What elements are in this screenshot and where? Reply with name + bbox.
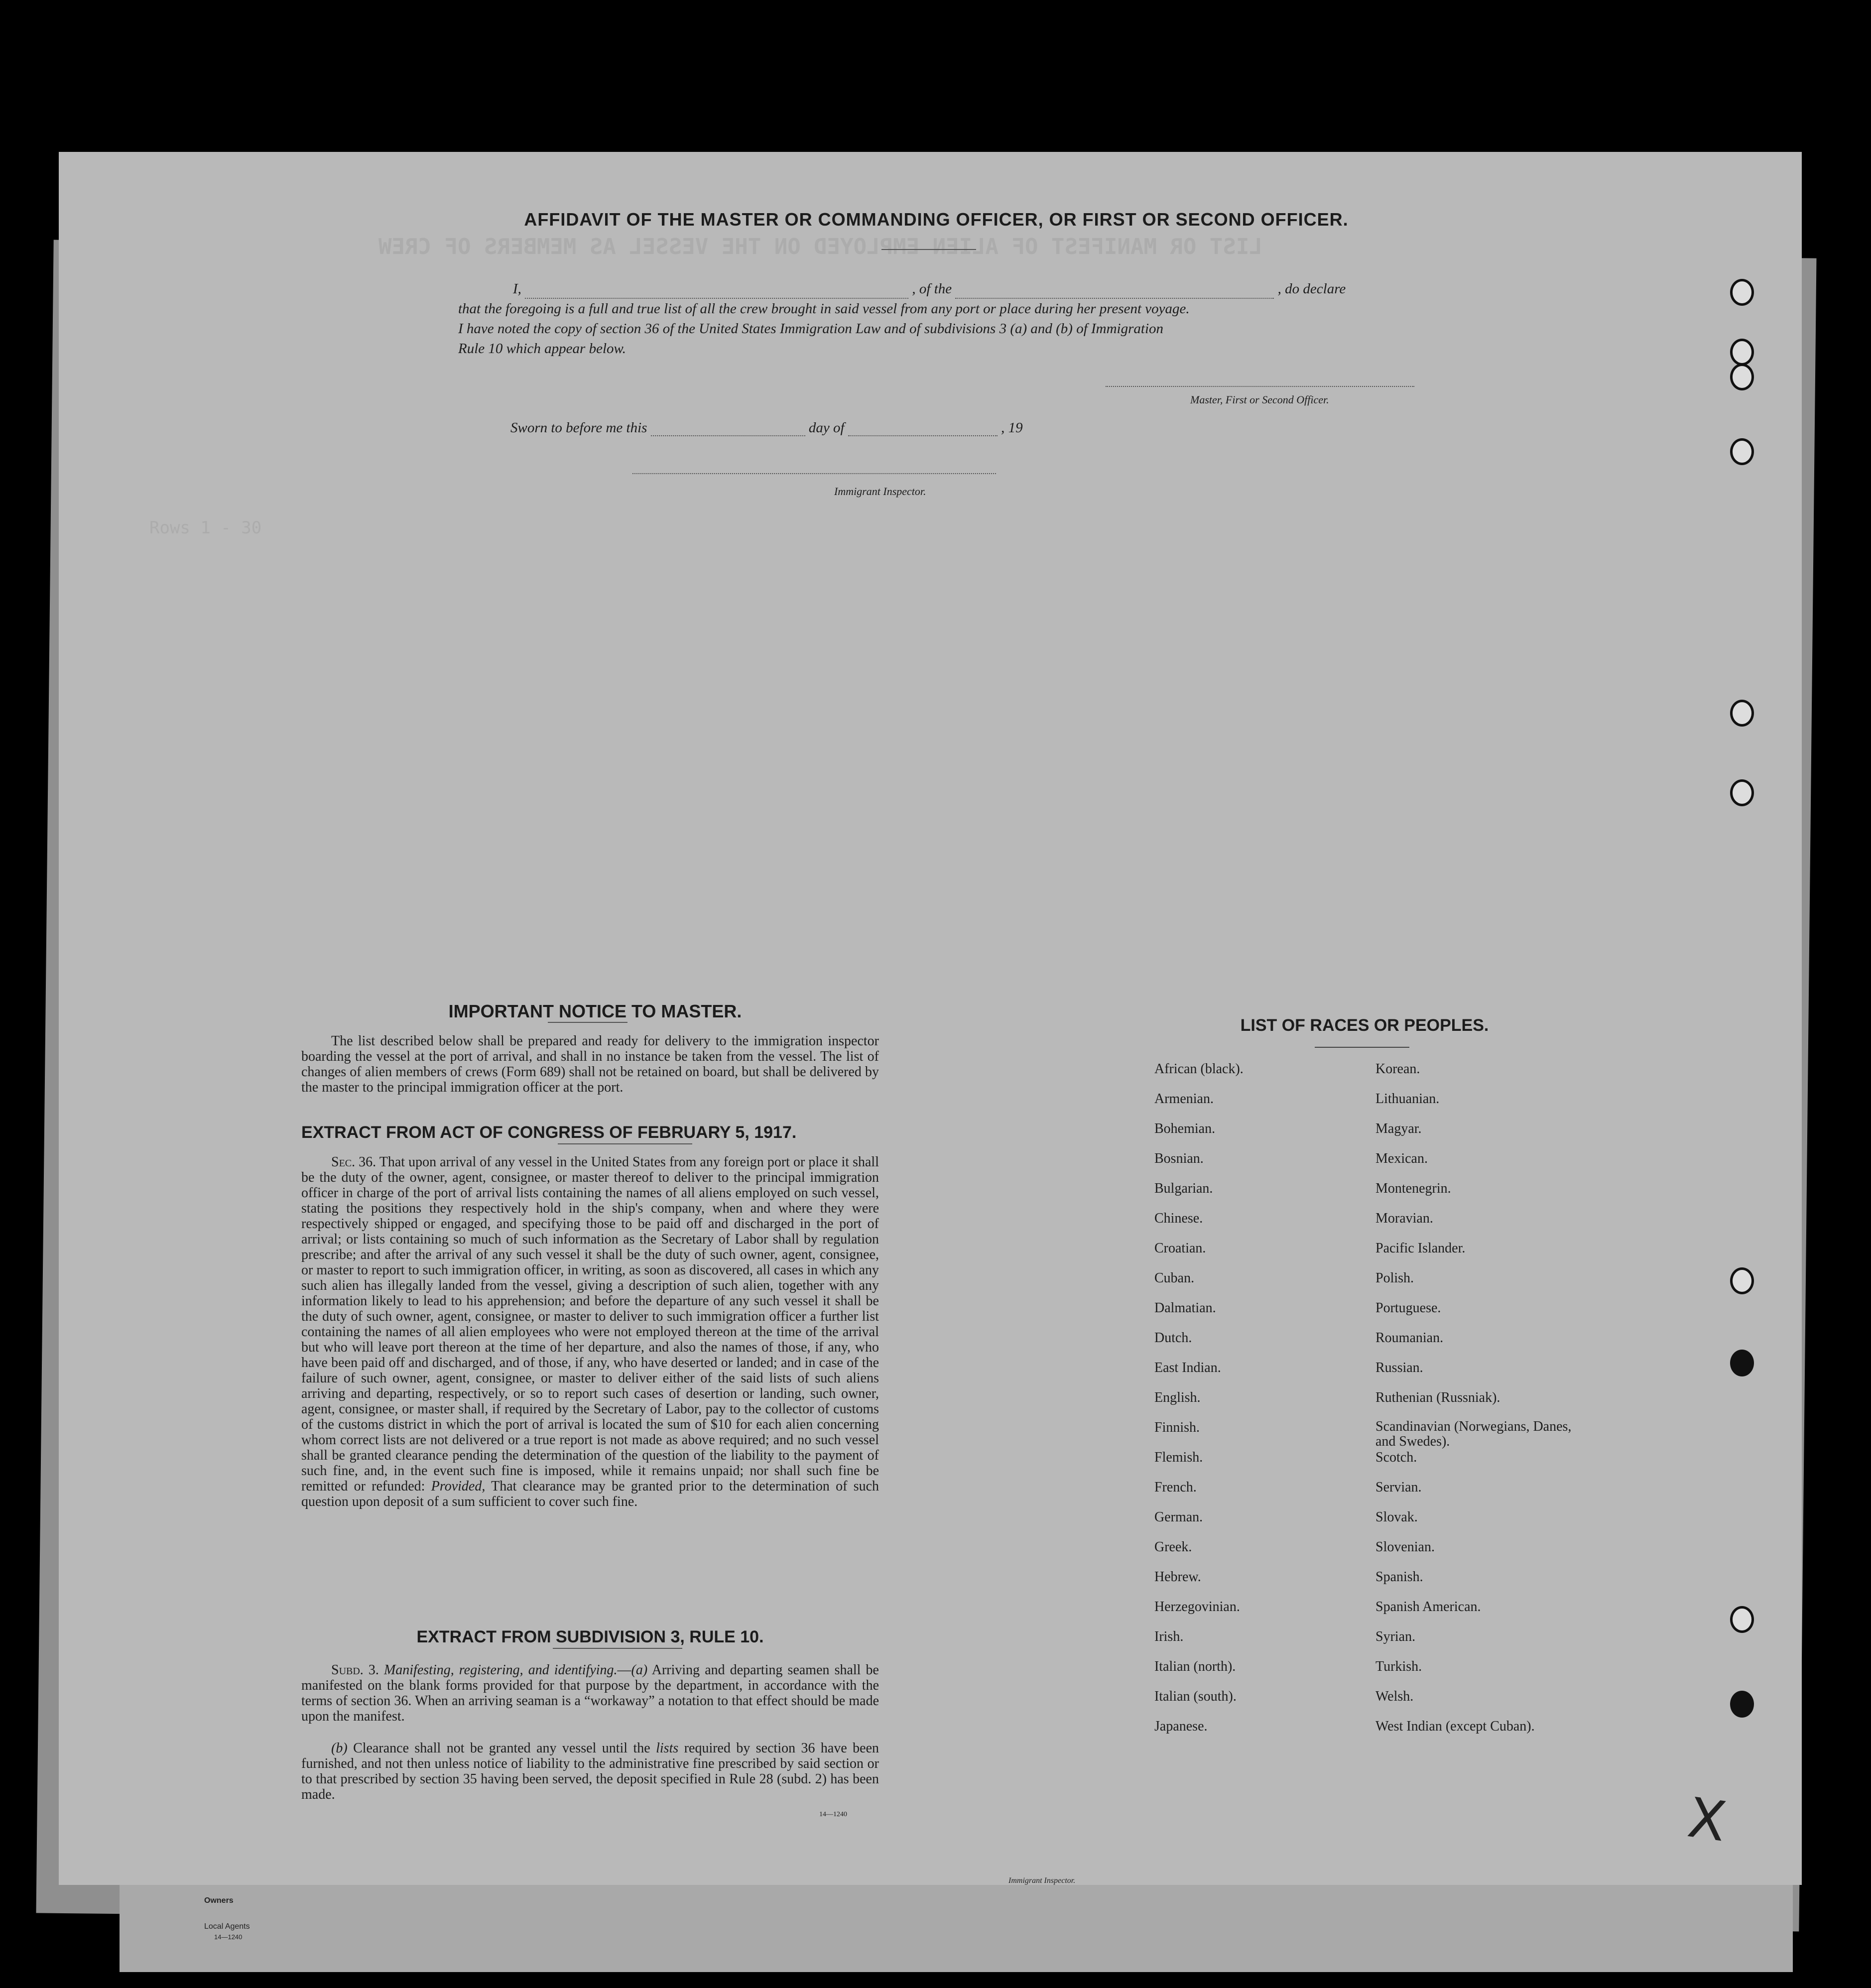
para-b-lists: lists — [656, 1740, 679, 1756]
sec-label: Sec. 36. — [331, 1154, 376, 1170]
declaration-line-4: Rule 10 which appear below. — [458, 341, 626, 357]
declare-i: I, — [513, 281, 521, 297]
extract-rule-underline — [553, 1648, 682, 1649]
sec-36-body-end: That clearance may be granted prior to the determination of such question upon deposit of a sum sufficient to cover such fine. — [301, 1479, 879, 1509]
race-item: West Indian (except Cuban). — [1375, 1719, 1535, 1734]
affidavit-title: AFFIDAVIT OF THE MASTER OR COMMANDING OFFICER, OR FIRST OR SECOND OFFICER. — [524, 209, 1349, 230]
race-item: Spanish. — [1375, 1569, 1423, 1585]
subdivision-b-text — [301, 1740, 879, 1802]
race-item: Scotch. — [1375, 1450, 1417, 1465]
race-item: French. — [1154, 1480, 1197, 1495]
races-title-underline — [1315, 1047, 1409, 1048]
form-number: 14—1240 — [819, 1811, 847, 1818]
race-item: Russian. — [1375, 1360, 1423, 1375]
bleed-through-heading: LIST OR MANIFEST OF ALIEN EMPLOYED ON THE VESSEL AS MEMBERS OF CREW — [378, 234, 1262, 259]
signature-label: Master, First or Second Officer. — [1190, 393, 1329, 406]
title-underline — [881, 249, 976, 250]
binder-hole — [1730, 1606, 1754, 1633]
race-item: Flemish. — [1154, 1450, 1203, 1465]
notice-title-underline — [548, 1022, 627, 1023]
race-item: Slovenian. — [1375, 1539, 1435, 1555]
race-item: Servian. — [1375, 1480, 1422, 1495]
declaration-line-3: I have noted the copy of section 36 of the United States Immigration Law and of subdivisions 3 (a) and (b) of Immigration — [458, 321, 1164, 337]
race-item: Cuban. — [1154, 1270, 1195, 1286]
binder-hole — [1730, 339, 1754, 366]
sworn-day: day of — [808, 420, 845, 436]
race-item: African (black). — [1154, 1061, 1244, 1077]
race-item: Herzegovinian. — [1154, 1599, 1240, 1615]
race-item: Croatian. — [1154, 1241, 1206, 1256]
declaration-line-2: that the foregoing is a full and true list of all the crew brought in said vessel from any port or place during her present voyage. — [458, 301, 1190, 317]
race-item: Slovak. — [1375, 1509, 1418, 1525]
race-item: Chinese. — [1154, 1211, 1203, 1226]
sworn-prefix: Sworn to before me this — [510, 420, 647, 436]
race-item: Ruthenian (Russniak). — [1375, 1390, 1500, 1405]
subdivision-a-text: Subd. 3. Manifesting, registering, and identifying.—(a) Arriving and departing seamen shall be manifested on the blank forms provided for that purpose by the department, in accordance with the terms of section 36. When an arriving seaman is a “workaway” a notation to that effect should be made upon the manifest. — [301, 1662, 879, 1724]
para-a-mark: (a) — [631, 1662, 648, 1678]
notice-title: IMPORTANT NOTICE TO MASTER. — [448, 1001, 742, 1021]
local-agents-label: Local Agents — [204, 1922, 250, 1931]
binder-hole — [1730, 438, 1754, 465]
para-a-text: Arriving and departing seamen shall be manifested on the blank forms provided for that purpose by the department, in accordance with the terms of section 36. When an arriving seaman is a “workaway” a notation to that effect should be made upon the manifest. — [301, 1662, 879, 1724]
race-item: English. — [1154, 1390, 1201, 1405]
inspector-signature-line[interactable] — [632, 473, 996, 474]
race-item: Pacific Islander. — [1375, 1241, 1466, 1256]
races-left-column — [1154, 1061, 1244, 1748]
race-item: Armenian. — [1154, 1091, 1214, 1107]
race-item: Bosnian. — [1154, 1151, 1204, 1166]
race-item: Scandinavian (Norwegians, Danes, and Swedes). — [1375, 1419, 1572, 1449]
race-item: Bohemian. — [1154, 1121, 1216, 1136]
binder-hole — [1730, 364, 1754, 390]
bottom-inspector-label: Immigrant Inspector. — [1008, 1876, 1076, 1885]
binder-hole — [1730, 279, 1754, 306]
race-item: Syrian. — [1375, 1629, 1416, 1644]
subd-heading: Manifesting, registering, and identifying. — [383, 1662, 618, 1678]
binder-hole — [1730, 1267, 1754, 1294]
extract-rule-title: EXTRACT FROM SUBDIVISION 3, RULE 10. — [416, 1627, 764, 1646]
sworn-year: , 19 — [1001, 420, 1023, 436]
race-item: Dalmatian. — [1154, 1300, 1216, 1316]
races-title: LIST OF RACES OR PEOPLES. — [1240, 1016, 1489, 1035]
race-item: Irish. — [1154, 1629, 1184, 1644]
race-item: Hebrew. — [1154, 1569, 1201, 1585]
binder-hole — [1730, 1691, 1754, 1718]
extract-act-underline — [558, 1143, 692, 1144]
sworn-day-field[interactable] — [651, 435, 805, 436]
para-b-mark: (b) — [331, 1740, 348, 1756]
race-item: Moravian. — [1375, 1211, 1433, 1226]
provided-word: Provided, — [431, 1479, 486, 1494]
race-item: German. — [1154, 1509, 1203, 1525]
sec-36-body: That upon arrival of any vessel in the United States from any foreign port or place it shall be the duty of the owner, agent, consignee, or master thereof to deliver to the principal immigration officer in charge of the port of arrival lists containing the names of all aliens employed on such vessel, stating the positions they respectively hold in the ship's company, when and where they were respectively shipped or engaged, and specifying those to be paid off and discharged in the port of arrival; or lists containing so much of such information as the Secretary of Labor shall by regulation prescribe; and after the arrival of any such vessel it shall be the duty of such owner, agent, consignee, or master to report to such immigration officer, in writing, as soon as discovered, all cases in which any such alien has illegally landed from the vessel, giving a description of such alien, together with any information likely to lead to his apprehension; and before the departure of any such vessel it shall be the duty of such owner, agent, consignee, or master to deliver to such immigration officer a further list containing the names of all alien employees who were not employed thereon at the time of the arrival but who will leave port thereon at the time of her departure, and also the names of those, if any, who have been paid off and discharged, and of those, if any, who have deserted or landed; and in case of the failure of such owner, agent, consignee, or master to deliver either of the said lists of such aliens arriving and departing, respectively, or so to report such cases of desertion or landing, such owner, agent, consignee, or master shall, if required by the Secretary of Labor, pay to the collector of customs of the customs district in which the port of arrival is located the sum of $10 for each alien concerning whom correct lists are not delivered or a true report is not made as above required; and no such vessel shall be granted clearance pending the determination of the question of the liability to the payment of such fine, and, in the event such fine is imposed, while it remains unpaid; nor shall such fine be remitted or refunded: — [301, 1154, 879, 1494]
sworn-month-field[interactable] — [848, 435, 998, 436]
race-item: Portuguese. — [1375, 1300, 1441, 1316]
races-right-column — [1375, 1061, 1585, 1748]
bottom-form-number: 14—1240 — [214, 1933, 243, 1941]
signature-line[interactable] — [1106, 386, 1414, 387]
race-item: Polish. — [1375, 1270, 1414, 1286]
bleed-through-rows: Rows 1 - 30 — [149, 518, 262, 538]
handwritten-x-mark: X — [1684, 1785, 1730, 1854]
binder-hole — [1730, 779, 1754, 806]
race-item: Roumanian. — [1375, 1330, 1444, 1346]
race-item: Korean. — [1375, 1061, 1420, 1077]
race-item: Welsh. — [1375, 1689, 1414, 1704]
race-item: Magyar. — [1375, 1121, 1422, 1136]
race-item: Lithuanian. — [1375, 1091, 1440, 1107]
owners-label: Owners — [204, 1896, 234, 1905]
race-item: Spanish American. — [1375, 1599, 1481, 1615]
extract-act-title: EXTRACT FROM ACT OF CONGRESS OF FEBRUARY 5, 1917. — [301, 1123, 797, 1142]
declare-of-the: , of the — [912, 281, 952, 297]
race-item: Finnish. — [1154, 1420, 1200, 1435]
race-item: Mexican. — [1375, 1151, 1428, 1166]
binder-hole — [1730, 1350, 1754, 1376]
race-item: Montenegrin. — [1375, 1181, 1451, 1196]
declare-end: , do declare — [1277, 281, 1346, 297]
notice-body: The list described below shall be prepared and ready for delivery to the immigration inspector boarding the vessel at the port of arrival, and shall in no instance be taken from the vessel. The list of changes of alien members of crews (Form 689) shall not be retained on board, but shall be delivered by the master to the principal immigration officer at the port. — [301, 1033, 879, 1095]
affidavit-declaration — [458, 279, 1414, 359]
para-b-text-2: required by section 36 have been furnished, and not then unless notice of liability to the administrative fine prescribed by said section or to that prescribed by section 35 having been served, the deposit specified in Rule 28 (subd. 2) has been made. — [301, 1740, 879, 1802]
race-item: Greek. — [1154, 1539, 1192, 1555]
section-36-text — [301, 1154, 879, 1509]
race-item: Italian (north). — [1154, 1659, 1236, 1674]
para-b-text-1: Clearance shall not be granted any vessel until the — [353, 1740, 650, 1756]
inspector-label: Immigrant Inspector. — [834, 485, 926, 497]
race-item: Turkish. — [1375, 1659, 1422, 1674]
race-item: Dutch. — [1154, 1330, 1192, 1346]
subd-label: Subd. 3. — [331, 1662, 379, 1678]
binder-hole — [1730, 700, 1754, 727]
race-item: Bulgarian. — [1154, 1181, 1213, 1196]
race-item: Italian (south). — [1154, 1689, 1237, 1704]
race-item: East Indian. — [1154, 1360, 1221, 1375]
sworn-statement — [510, 420, 1023, 436]
race-item: Japanese. — [1154, 1719, 1208, 1734]
